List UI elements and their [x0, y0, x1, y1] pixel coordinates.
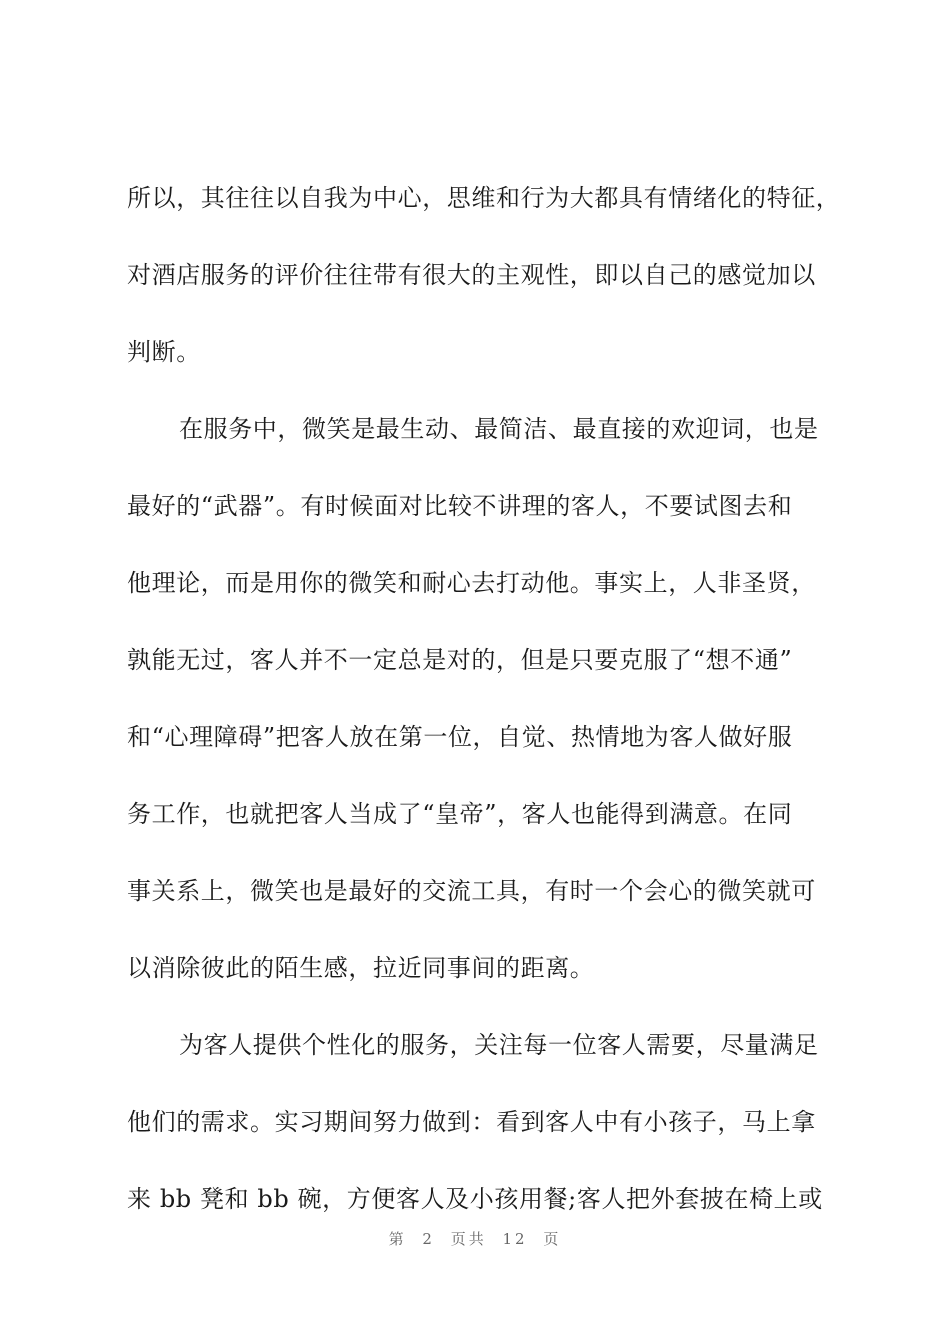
text-line: 在服务中，微笑是最生动、最简洁、最直接的欢迎词，也是 — [179, 415, 819, 443]
text-line: 为客人提供个性化的服务，关注每一位客人需要，尽量满足 — [179, 1031, 819, 1059]
text-line: 孰能无过，客人并不一定总是对的，但是只要克服了“想不通” — [127, 646, 793, 674]
text-line: 他们的需求。实习期间努力做到：看到客人中有小孩子，马上拿 — [127, 1108, 816, 1136]
text-line: 他理论，而是用你的微笑和耐心去打动他。事实上，人非圣贤， — [127, 569, 816, 597]
text-line: 最好的“武器”。有时候面对比较不讲理的客人，不要试图去和 — [127, 492, 793, 520]
text-line: 对酒店服务的评价往往带有很大的主观性，即以自己的感觉加以 — [127, 261, 816, 289]
text-line: 判断。 — [127, 338, 201, 366]
text-line: 所以，其往往以自我为中心，思维和行为大都具有情绪化的特征， — [127, 184, 841, 212]
text-line: 务工作，也就把客人当成了“皇帝”，客人也能得到满意。在同 — [127, 800, 793, 828]
text-line: 来 bb 凳和 bb 碗，方便客人及小孩用餐;客人把外套披在椅上或 — [127, 1185, 823, 1213]
body-text — [127, 171, 847, 1249]
text-line: 以消除彼此的陌生感，拉近同事间的距离。 — [127, 954, 595, 982]
page-number-footer: 第 2 页共 12 页 — [388, 1230, 562, 1248]
text-line: 事关系上，微笑也是最好的交流工具，有时一个会心的微笑就可 — [127, 877, 816, 905]
text-line: 和“心理障碍”把客人放在第一位，自觉、热情地为客人做好服 — [127, 723, 793, 751]
